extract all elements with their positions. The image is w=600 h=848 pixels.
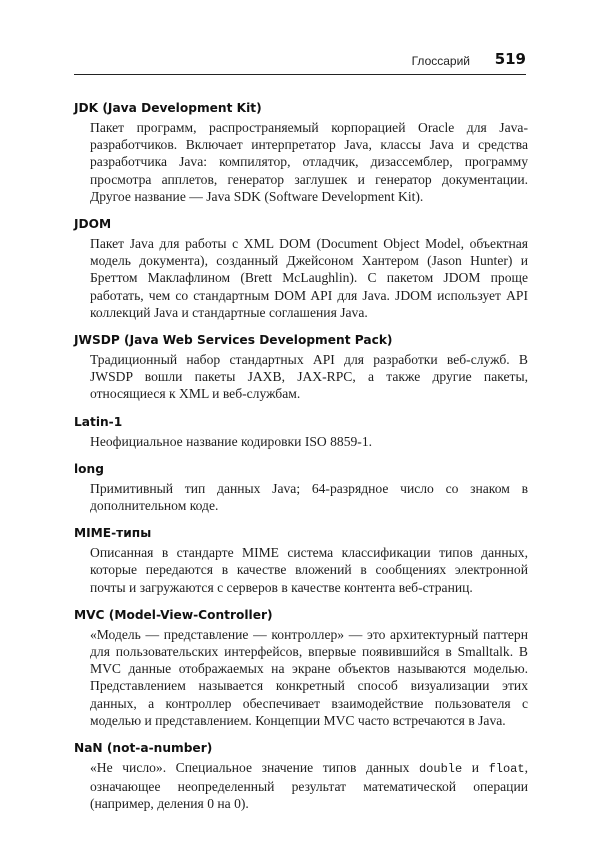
glossary-entry-nan [74,740,528,813]
definition-text: «Не число». Специальное значение типов данных [90,760,419,776]
entry-term: MIME-типы [74,526,152,541]
definition-text: , означающее неопределенный результат математической операции (например, деления 0 на 0). [90,760,528,812]
definition-text: и [462,760,489,776]
entry-definition: Неофициальное название кодировки ISO 8859-1. [90,433,373,449]
entry-term: JWSDP (Java Web Services Development Pack) [74,333,393,348]
header-rule [74,74,526,75]
entry-term: MVC (Model-View-Controller) [74,607,273,622]
entry-definition [90,759,528,813]
page-header [74,47,526,75]
entry-definition: Традиционный набор стандартных API для разработки веб-служб. В JWSDP вошли пакеты JAXB, JAX-RPC, а также другие пакеты, относящиеся к XML и веб-службам. [90,352,528,402]
entry-definition: Примитивный тип данных Java; 64-разрядное число со знаком в дополнительном коде. [90,480,528,514]
page-number: 519 [494,50,526,68]
glossary-entry-long [74,461,528,514]
code-double: double [418,762,463,777]
entry-definition: Пакет программ, распространяемый корпорацией Oracle для Java-разработчиков. Включает интерпретатор Java, классы Java и средства разработчика Java: компилятор, отладчик, дизассемблер, программу просмотра апплетов, генератор заглушек и генератор документации. Другое название — Java SDK (Software Development Kit). [90,120,528,204]
glossary-entry-mime [74,525,528,596]
section-title: Глоссарий [411,54,470,68]
glossary-entry-latin1 [74,414,528,450]
entry-term: long [74,461,104,476]
glossary-entry-jdom [74,216,528,321]
glossary-entry-jdk [74,100,528,205]
glossary-list [74,100,528,824]
entry-term: NaN (not-a-number) [74,741,213,756]
entry-definition: Пакет Java для работы с XML DOM (Document Object Model, объектная модель документа), созданный Джейсоном Хантером (Jason Hunter) и Бреттом Маклафлином (Brett McLaughlin). С пакетом JDOM проще работать, чем со стандартным DOM API для Java. JDOM использует API коллекций Java и стандартные соглашения Java. [90,236,528,320]
entry-term: JDK (Java Development Kit) [74,101,262,115]
glossary-entry-mvc [74,607,528,729]
entry-definition: «Модель — представление — контроллер» — это архитектурный паттерн для пользовательских интерфейсов, впервые появившийся в Smalltalk. В MVC данные отображаемых на экране объектов называются моделью. Представлением называется конкретный способ визуализации этих данных, а контроллер обеспечивает взаимодействие пользователя с моделью и представлением. Концепции MVC часто встречаются в Java. [90,626,528,728]
entry-term: Latin-1 [74,414,123,429]
entry-term: JDOM [74,217,112,232]
code-float: float [488,762,525,777]
entry-definition: Описанная в стандарте MIME система классификации типов данных, которые передаются в качестве вложений в сообщениях электронной почты и загружаются с серверов в качестве контента веб-страниц. [90,545,528,595]
glossary-entry-jwsdp [74,332,528,403]
